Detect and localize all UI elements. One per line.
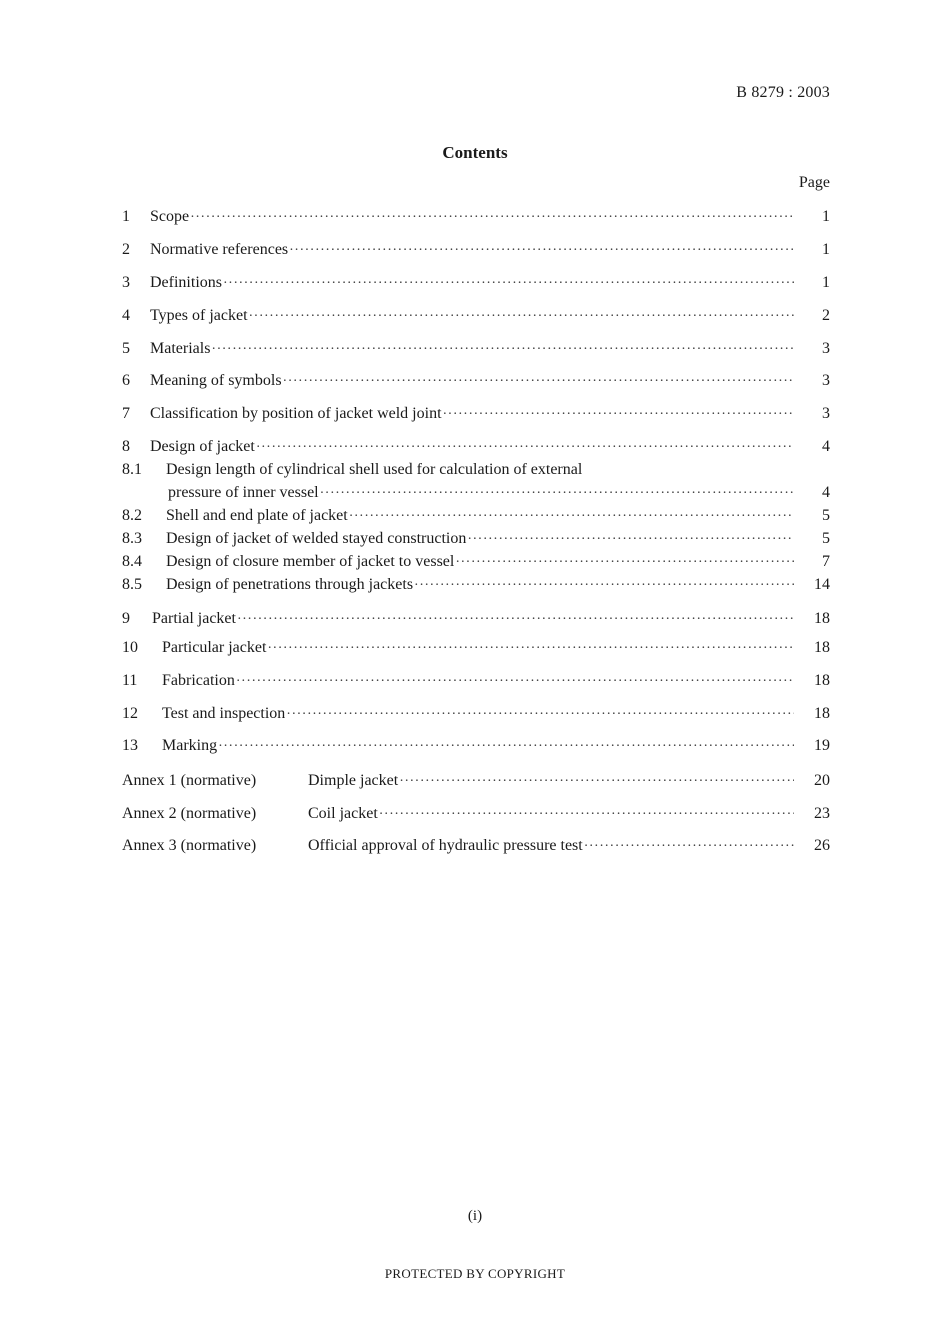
toc-entry-title: Design of penetrations through jackets	[166, 576, 414, 593]
toc-entry-title: Scope	[150, 208, 190, 225]
dot-leader	[190, 207, 794, 229]
toc-entry-page: 7	[822, 553, 830, 570]
dot-leader	[414, 575, 794, 597]
toc-entry-number: 3	[122, 274, 130, 291]
toc-entry	[122, 436, 830, 458]
toc-entry-page: 18	[814, 639, 830, 656]
dot-leader	[467, 529, 794, 551]
dot-leader	[236, 671, 794, 693]
toc-entry-page: 5	[822, 530, 830, 547]
dot-leader	[267, 638, 794, 660]
dot-leader	[223, 273, 794, 295]
toc-entry-title: Dimple jacket	[308, 772, 399, 789]
toc-entry-title: Definitions	[150, 274, 222, 291]
toc-entry-page: 18	[814, 672, 830, 689]
dot-leader	[320, 483, 794, 505]
toc-entry-page: 1	[822, 241, 830, 258]
copyright-notice: PROTECTED BY COPYRIGHT	[384, 1266, 566, 1281]
toc-entry-page: 3	[822, 405, 830, 422]
toc-annex-entry	[122, 770, 830, 792]
toc-entry-number: 8.2	[122, 507, 142, 524]
dot-leader	[455, 552, 794, 574]
toc-annex-label: Annex 1 (normative)	[122, 772, 257, 789]
toc-entry-number: 6	[122, 372, 130, 389]
toc-entry-number: 11	[122, 672, 138, 689]
dot-leader	[289, 240, 794, 262]
toc-entry-number: 8	[122, 438, 130, 455]
toc-entry-title: Shell and end plate of jacket	[166, 507, 348, 524]
toc-entry-title: Particular jacket	[162, 639, 267, 656]
dot-leader	[237, 609, 794, 631]
toc-entry	[122, 608, 830, 630]
toc-entry	[122, 338, 830, 360]
toc-entry	[122, 272, 830, 294]
toc-entry-number: 12	[122, 705, 138, 722]
toc-entry-number: 4	[122, 307, 130, 324]
toc-entry-number: 8.1	[122, 461, 142, 478]
toc-entry-page: 2	[822, 307, 830, 324]
dot-leader	[283, 371, 794, 393]
dot-leader	[218, 736, 794, 758]
dot-leader	[399, 771, 794, 793]
toc-entry-page: 4	[822, 438, 830, 455]
toc-entry	[122, 239, 830, 261]
toc-subentry	[122, 574, 830, 596]
toc-entry-title: Coil jacket	[308, 805, 378, 822]
document-number: B 8279 : 2003	[736, 84, 830, 101]
dot-leader	[349, 506, 794, 528]
toc-entry-title: Types of jacket	[150, 307, 248, 324]
toc-entry-number: 5	[122, 340, 130, 357]
dot-leader	[286, 704, 794, 726]
toc-annex-entry	[122, 803, 830, 825]
toc-entry	[122, 670, 830, 692]
toc-entry-number: 9	[122, 610, 130, 627]
toc-subentry-continuation	[122, 482, 830, 504]
toc-entry-page: 26	[814, 837, 830, 854]
toc-entry-number: 13	[122, 737, 138, 754]
page-title: Contents	[442, 143, 508, 162]
page-number: (i)	[467, 1208, 483, 1224]
toc-entry-page: 3	[822, 340, 830, 357]
toc-entry-number: 7	[122, 405, 130, 422]
toc-entry-title: Design length of cylindrical shell used for calculation of external	[166, 461, 583, 478]
toc-entry-number: 8.3	[122, 530, 142, 547]
toc-entry-number: 10	[122, 639, 138, 656]
toc-entry	[122, 206, 830, 228]
toc-entry-title: Design of jacket of welded stayed construction	[166, 530, 467, 547]
toc-entry-title: Classification by position of jacket weld joint	[150, 405, 442, 422]
toc-entry-title: Normative references	[150, 241, 289, 258]
toc-entry-page: 18	[814, 610, 830, 627]
toc-entry-page: 14	[814, 576, 830, 593]
toc-entry	[122, 735, 830, 757]
toc-subentry	[122, 528, 830, 550]
toc-entry-number: 8.5	[122, 576, 142, 593]
toc-entry-number: 8.4	[122, 553, 142, 570]
toc-subentry	[122, 459, 830, 481]
toc-entry-title: Design of closure member of jacket to vessel	[166, 553, 455, 570]
toc-entry-title: Official approval of hydraulic pressure test	[308, 837, 583, 854]
toc-entry-page: 20	[814, 772, 830, 789]
toc-subentry	[122, 505, 830, 527]
dot-leader	[379, 804, 794, 826]
toc-entry-page: 1	[822, 274, 830, 291]
toc-entry-page: 1	[822, 208, 830, 225]
toc-entry-number: 1	[122, 208, 130, 225]
dot-leader	[211, 339, 794, 361]
toc-entry-title: Marking	[162, 737, 218, 754]
toc-entry-title: Design of jacket	[150, 438, 255, 455]
toc-entry-title: Test and inspection	[162, 705, 286, 722]
toc-entry	[122, 637, 830, 659]
dot-leader	[249, 306, 794, 328]
toc-entry	[122, 305, 830, 327]
toc-entry	[122, 703, 830, 725]
dot-leader	[443, 404, 794, 426]
toc-entry-title-continued: pressure of inner vessel	[168, 484, 319, 501]
toc-annex-label: Annex 2 (normative)	[122, 805, 257, 822]
toc-entry-title: Materials	[150, 340, 211, 357]
toc-entry-page: 5	[822, 507, 830, 524]
toc-entry	[122, 370, 830, 392]
toc-entry-number: 2	[122, 241, 130, 258]
toc-entry	[122, 403, 830, 425]
toc-entry-page: 19	[814, 737, 830, 754]
toc-annex-entry	[122, 835, 830, 857]
toc-entry-page: 3	[822, 372, 830, 389]
toc-entry-title: Fabrication	[162, 672, 235, 689]
dot-leader	[584, 836, 794, 858]
toc-entry-page: 18	[814, 705, 830, 722]
toc-entry-page: 23	[814, 805, 830, 822]
toc-annex-label: Annex 3 (normative)	[122, 837, 257, 854]
toc-entry-page: 4	[822, 484, 830, 501]
dot-leader	[256, 437, 794, 459]
toc-entry-title: Meaning of symbols	[150, 372, 282, 389]
toc-subentry	[122, 551, 830, 573]
page-column-heading: Page	[798, 174, 830, 191]
toc-entry-title: Partial jacket	[152, 610, 236, 627]
